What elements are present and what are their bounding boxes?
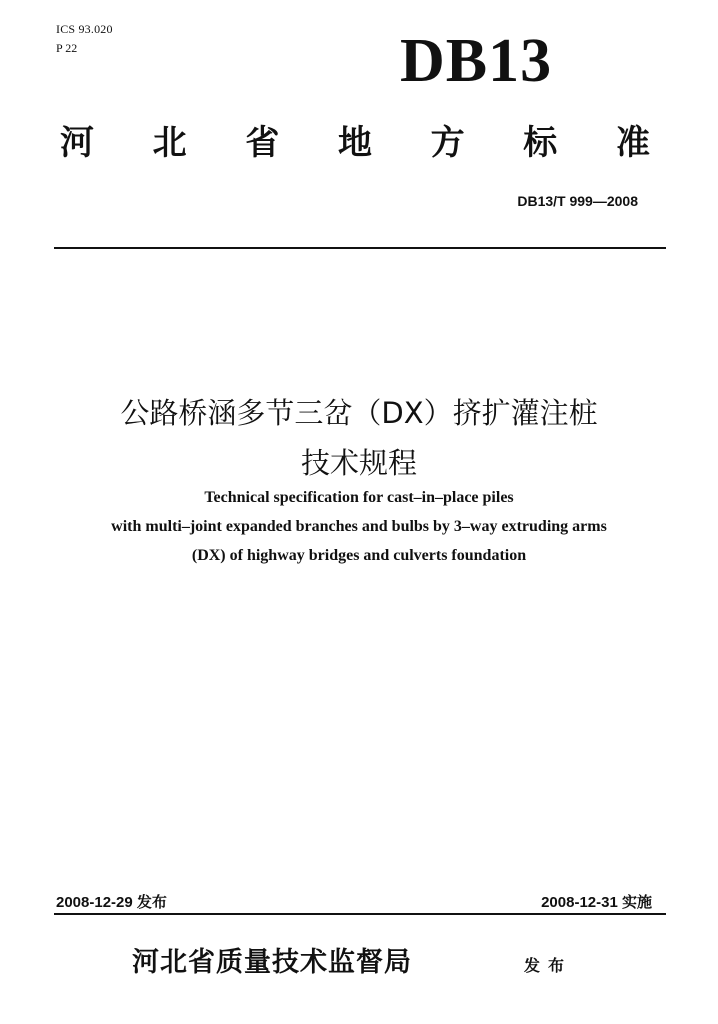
standard-number: DB13/T 999—2008 xyxy=(517,193,638,209)
publisher-name: 河北省质量技术监督局 xyxy=(132,947,412,978)
p-code: P 22 xyxy=(56,41,78,55)
standard-type-heading xyxy=(60,120,650,166)
standard-type-char: 地 xyxy=(337,123,372,163)
header-divider xyxy=(54,247,666,249)
title-en-line-3: (DX) of highway bridges and culverts foundation xyxy=(191,547,527,564)
implementation-date: 2008-12-31 实施 xyxy=(541,894,652,911)
publish-label: 发布 xyxy=(524,956,573,975)
title-cn-line-1: 公路桥涵多节三岔（DX）挤扩灌注桩 xyxy=(120,396,598,430)
issue-date: 2008-12-29 发布 xyxy=(56,894,167,911)
standard-type-char: 准 xyxy=(615,123,650,163)
title-en-line-1: Technical specification for cast–in–place piles xyxy=(204,489,514,506)
standard-type-char: 河 xyxy=(60,123,94,163)
title-cn-line-2: 技术规程 xyxy=(300,446,417,480)
footer-divider xyxy=(54,913,666,915)
standard-type-char: 标 xyxy=(523,123,558,163)
title-en-line-2: with multi–joint expanded branches and bulbs by 3–way extruding arms xyxy=(111,518,607,535)
standard-type-char: 省 xyxy=(245,123,280,163)
standard-type-char: 方 xyxy=(430,123,465,163)
db13-logo: DB13 xyxy=(400,27,553,95)
standard-type-char: 北 xyxy=(152,123,187,163)
ics-code: ICS 93.020 xyxy=(56,22,113,36)
